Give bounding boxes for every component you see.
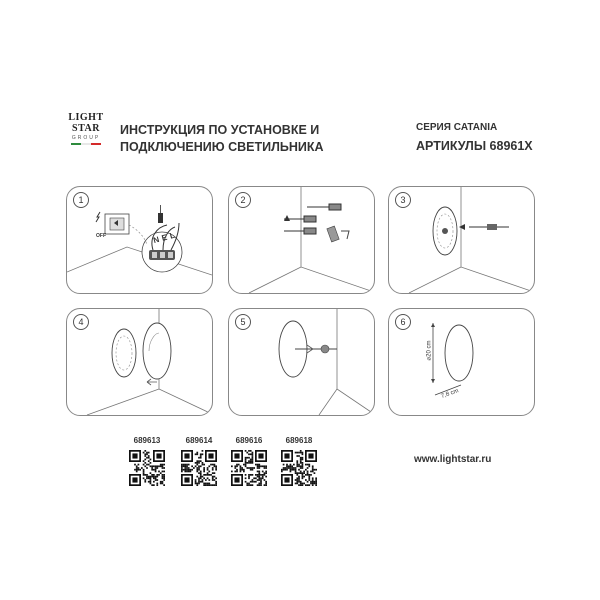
wire-label-l: L [168,229,179,241]
step-6-panel [388,308,535,416]
step-5-illustration [229,309,374,415]
code-label-3: 689616 [235,436,263,445]
step-4-illustration [67,309,212,415]
italian-flag-icon [71,143,101,145]
logo-text-group: GROUP [71,135,101,141]
step-2-panel [228,186,375,294]
qr-code-4[interactable] [281,450,317,486]
brand-logo [66,112,106,145]
wire-label-n: N [152,234,164,246]
step-3-panel [388,186,535,294]
website-link[interactable]: www.lightstar.ru [414,454,492,465]
step-3-illustration [389,187,534,293]
logo-text-light: LIGHT [68,112,104,123]
code-label-4: 689618 [285,436,313,445]
title-line-2: ПОДКЛЮЧЕНИЮ СВЕТИЛЬНИКА [120,140,324,154]
wire-label-e: E [160,231,172,243]
step-1-illustration [67,187,212,293]
step-1-panel [66,186,213,294]
depth-label: 7,8 cm [440,388,460,400]
step-5-number: 5 [235,314,251,330]
step-4-panel [66,308,213,416]
qr-code-3[interactable] [231,450,267,486]
step-2-illustration [229,187,374,293]
step-4-number: 4 [73,314,89,330]
series-name: СЕРИЯ CATANIA [416,122,498,133]
logo-text-star: STAR [72,123,100,134]
title-line-1: ИНСТРУКЦИЯ ПО УСТАНОВКЕ И [120,123,320,137]
off-label: OFF [96,233,106,239]
code-label-2: 689614 [185,436,213,445]
step-5-panel [228,308,375,416]
code-label-1: 689613 [133,436,161,445]
page-title [120,122,380,156]
diameter-label: ⌀20 cm [426,340,433,361]
step-1-number: 1 [73,192,89,208]
step-3-number: 3 [395,192,411,208]
qr-code-2[interactable] [181,450,217,486]
step-6-illustration [389,309,534,415]
step-6-number: 6 [395,314,411,330]
step-2-number: 2 [235,192,251,208]
qr-code-1[interactable] [129,450,165,486]
article-numbers: АРТИКУЛЫ 68961X [416,139,533,153]
